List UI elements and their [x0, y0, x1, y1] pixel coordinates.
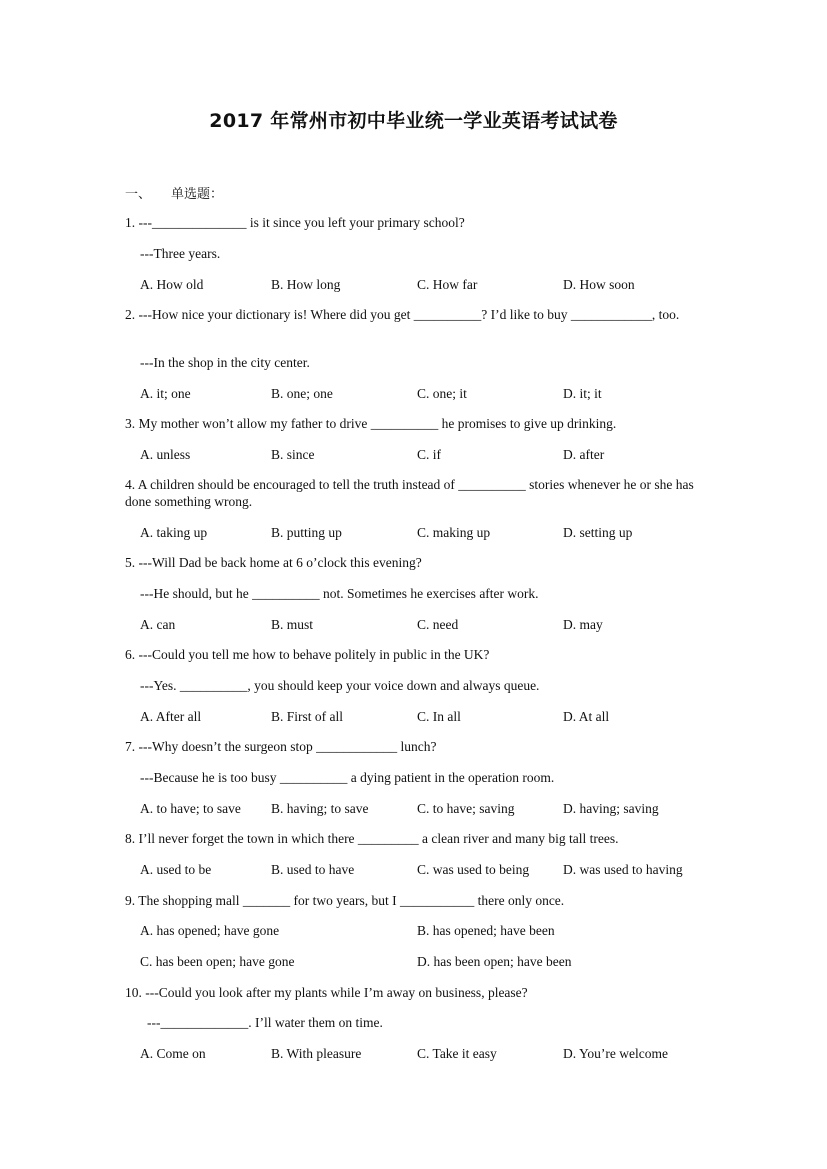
question-2-reply: ---In the shop in the city center.	[140, 355, 310, 370]
question-10: 10. ---Could you look after my plants while I’m away on business, please?	[125, 985, 528, 1000]
option-a[interactable]: A. Come on	[140, 1046, 206, 1061]
question-5: 5. ---Will Dad be back home at 6 o’clock this evening?	[125, 555, 422, 570]
option-d[interactable]: D. has been open; have been	[417, 954, 572, 969]
question-3: 3. My mother won’t allow my father to drive __________ he promises to give up drinking.	[125, 416, 617, 431]
option-c[interactable]: C. has been open; have gone	[140, 954, 295, 969]
option-b[interactable]: B. With pleasure	[271, 1046, 362, 1061]
option-c[interactable]: C. How far	[417, 277, 478, 292]
option-d[interactable]: D. after	[563, 447, 605, 462]
question-7-reply: ---Because he is too busy __________ a dying patient in the operation room.	[140, 770, 555, 785]
option-d[interactable]: D. setting up	[563, 525, 633, 540]
option-c[interactable]: C. if	[417, 447, 442, 462]
option-a[interactable]: A. How old	[140, 277, 204, 292]
question-6: 6. ---Could you tell me how to behave politely in public in the UK?	[125, 647, 490, 662]
option-d[interactable]: D. You’re welcome	[563, 1046, 668, 1061]
option-c[interactable]: C. making up	[417, 525, 491, 540]
option-c[interactable]: C. to have; saving	[417, 801, 515, 816]
option-a[interactable]: A. taking up	[140, 525, 208, 540]
option-b[interactable]: B. since	[271, 447, 315, 462]
option-d[interactable]: D. was used to having	[563, 862, 683, 877]
question-1: 1. ---______________ is it since you left your primary school?	[125, 215, 465, 230]
option-d[interactable]: D. may	[563, 617, 603, 632]
question-4: 4. A children should be encouraged to tell the truth instead of __________ stories whenever he or she has done something wrong.	[125, 477, 694, 509]
option-d[interactable]: D. At all	[563, 709, 610, 724]
question-5-reply: ---He should, but he __________ not. Sometimes he exercises after work.	[140, 586, 539, 601]
option-c[interactable]: C. Take it easy	[417, 1046, 497, 1061]
option-b[interactable]: B. How long	[271, 277, 341, 292]
option-a[interactable]: A. unless	[140, 447, 191, 462]
option-d[interactable]: D. having; saving	[563, 801, 659, 816]
section-label: 单选题：	[171, 187, 224, 202]
option-c[interactable]: C. was used to being	[417, 862, 530, 877]
option-d[interactable]: D. it; it	[563, 386, 602, 401]
option-b[interactable]: B. must	[271, 617, 314, 632]
question-10-reply: ---_____________. I’ll water them on time.	[147, 1015, 383, 1030]
option-a[interactable]: A. used to be	[140, 862, 212, 877]
section-number: 一、	[125, 187, 152, 202]
question-7: 7. ---Why doesn’t the surgeon stop ____________ lunch?	[125, 739, 437, 754]
page-title: 2017 年常州市初中毕业统一学业英语考试试卷	[209, 110, 618, 132]
option-a[interactable]: A. it; one	[140, 386, 191, 401]
option-d[interactable]: D. How soon	[563, 277, 635, 292]
question-6-reply: ---Yes. __________, you should keep your voice down and always queue.	[140, 678, 540, 693]
section-heading	[125, 183, 223, 202]
option-c[interactable]: C. In all	[417, 709, 461, 724]
option-b[interactable]: B. having; to save	[271, 801, 369, 816]
option-b[interactable]: B. First of all	[271, 709, 344, 724]
option-a[interactable]: A. can	[140, 617, 176, 632]
question-1-reply: ---Three years.	[140, 246, 221, 261]
option-c[interactable]: C. need	[417, 617, 459, 632]
option-b[interactable]: B. has opened; have been	[417, 923, 555, 938]
option-a[interactable]: A. to have; to save	[140, 801, 241, 816]
question-9: 9. The shopping mall _______ for two years, but I ___________ there only once.	[125, 893, 565, 908]
option-b[interactable]: B. one; one	[271, 386, 333, 401]
question-8: 8. I’ll never forget the town in which there _________ a clean river and many big tall trees.	[125, 831, 619, 846]
question-2: 2. ---How nice your dictionary is! Where did you get __________? I’d like to buy ____________, too.	[125, 307, 680, 322]
option-b[interactable]: B. putting up	[271, 525, 342, 540]
option-a[interactable]: A. has opened; have gone	[140, 923, 280, 938]
option-a[interactable]: A. After all	[140, 709, 202, 724]
option-b[interactable]: B. used to have	[271, 862, 355, 877]
option-c[interactable]: C. one; it	[417, 386, 467, 401]
